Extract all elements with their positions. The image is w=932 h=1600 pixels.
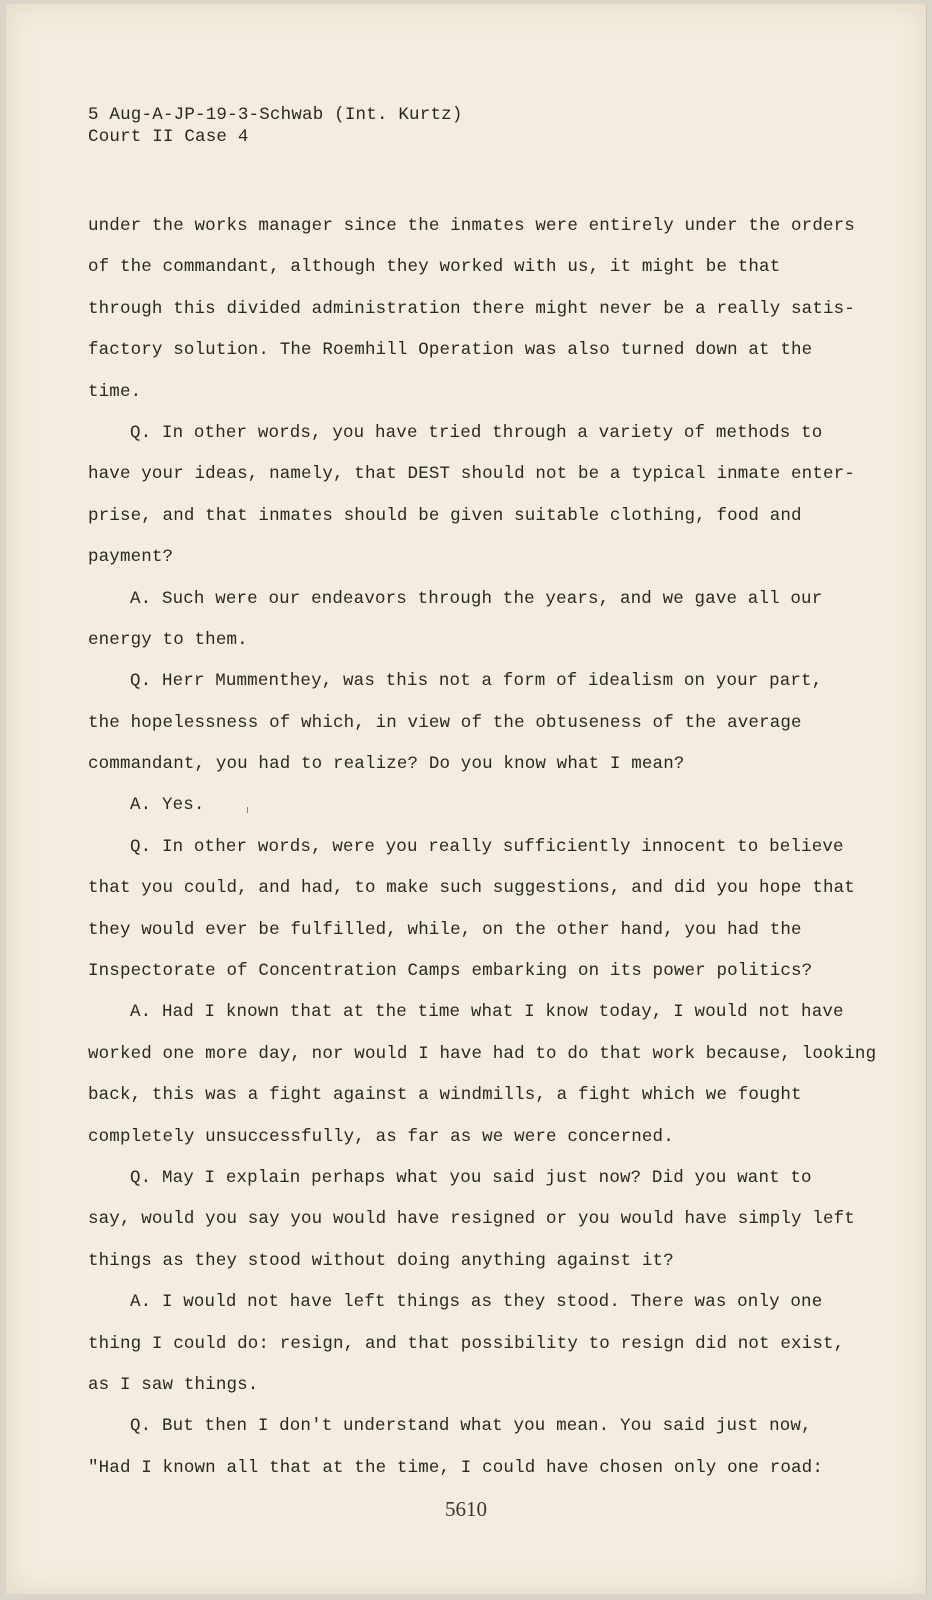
transcript-line: worked one more day, nor would I have had to do that work because, looking bbox=[88, 1043, 877, 1064]
transcript-line: Inspectorate of Concentration Camps embarking on its power politics? bbox=[88, 961, 813, 982]
transcript-line: as I saw things. bbox=[88, 1374, 259, 1395]
document-header bbox=[88, 104, 463, 148]
transcript-line: have your ideas, namely, that DEST should not be a typical inmate enter- bbox=[88, 464, 855, 485]
stray-mark bbox=[247, 807, 248, 813]
transcript-line: A. I would not have left things as they stood. There was only one bbox=[130, 1292, 823, 1313]
header-court-line: Court II Case 4 bbox=[88, 127, 249, 147]
transcript-line: prise, and that inmates should be given suitable clothing, food and bbox=[88, 505, 802, 526]
document-page bbox=[6, 4, 927, 1594]
transcript-body bbox=[88, 206, 877, 1489]
transcript-line: factory solution. The Roemhill Operation was also turned down at the bbox=[88, 340, 813, 361]
transcript-line: A. Such were our endeavors through the years, and we gave all our bbox=[130, 588, 823, 609]
transcript-line: under the works manager since the inmates were entirely under the orders bbox=[88, 216, 855, 236]
transcript-line: say, would you say you would have resigned or you would have simply left bbox=[88, 1209, 855, 1230]
transcript-line: thing I could do: resign, and that possibility to resign did not exist, bbox=[88, 1333, 845, 1354]
transcript-line: they would ever be fulfilled, while, on the other hand, you had the bbox=[88, 919, 802, 940]
transcript-line: A. Had I known that at the time what I know today, I would not have bbox=[130, 1002, 844, 1023]
transcript-line: Q. But then I don't understand what you mean. You said just now, bbox=[130, 1416, 812, 1437]
page-number: 5610 bbox=[445, 1497, 487, 1521]
transcript-line: back, this was a fight against a windmills, a fight which we fought bbox=[88, 1085, 802, 1106]
header-reference-line: 5 Aug-A-JP-19-3-Schwab (Int. Kurtz) bbox=[88, 105, 463, 125]
transcript-line: completely unsuccessfully, as far as we were concerned. bbox=[88, 1126, 674, 1147]
transcript-line: Q. In other words, you have tried through a variety of methods to bbox=[130, 422, 823, 443]
transcript-line: A. Yes. bbox=[130, 795, 205, 816]
transcript-line: commandant, you had to realize? Do you know what I mean? bbox=[88, 754, 685, 775]
transcript-line: Q. May I explain perhaps what you said just now? Did you want to bbox=[130, 1167, 812, 1188]
transcript-line: payment? bbox=[88, 547, 174, 568]
transcript-line: energy to them. bbox=[88, 629, 248, 650]
transcript-line: the hopelessness of which, in view of the obtuseness of the average bbox=[88, 712, 802, 733]
transcript-line: time. bbox=[88, 381, 142, 402]
transcript-line: that you could, and had, to make such suggestions, and did you hope that bbox=[88, 878, 855, 899]
transcript-line: "Had I known all that at the time, I could have chosen only one road: bbox=[88, 1457, 823, 1478]
transcript-line: through this divided administration there might never be a really satis- bbox=[88, 298, 855, 319]
transcript-line: Q. Herr Mummenthey, was this not a form of idealism on your part, bbox=[130, 671, 823, 692]
transcript-line: of the commandant, although they worked with us, it might be that bbox=[88, 257, 781, 278]
transcript-line: Q. In other words, were you really sufficiently innocent to believe bbox=[130, 836, 844, 857]
transcript-line: things as they stood without doing anything against it? bbox=[88, 1250, 674, 1271]
